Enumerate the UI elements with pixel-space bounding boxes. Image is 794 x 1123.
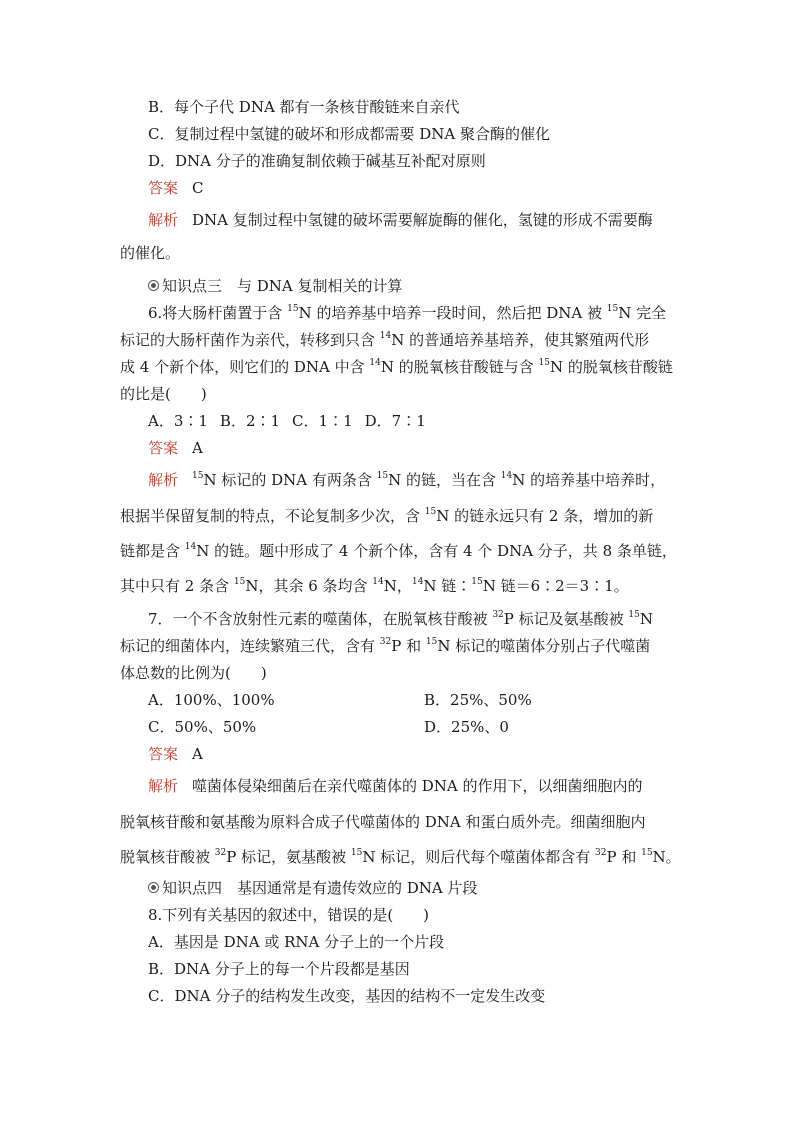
q7-options-row bbox=[148, 717, 256, 737]
q6-stem-line: 标记的大肠杆菌作为亲代，转移到只含 $^{14}$N 的普通培养基培养，使其繁殖两代形 bbox=[120, 331, 650, 349]
q5-option-d: D．DNA 分子的准确复制依赖于碱基互补配对原则 bbox=[148, 152, 486, 170]
q5-analysis-line bbox=[148, 210, 653, 230]
heading-text: 知识点三 与 DNA 复制相关的计算 bbox=[162, 277, 403, 295]
option: C．1∶1 bbox=[292, 412, 353, 430]
answer-label: 答案 bbox=[148, 439, 179, 457]
option: C．50%、50% bbox=[148, 718, 257, 736]
analysis-label: 解析 bbox=[148, 471, 179, 489]
q8-option-b: B．DNA 分子上的每一个片段都是基因 bbox=[148, 960, 410, 978]
q6-stem-line: 的比是( ) bbox=[120, 385, 207, 403]
analysis-label: 解析 bbox=[148, 211, 179, 229]
q7-stem-line: 7．一个不含放射性元素的噬菌体，在脱氧核苷酸被 $^{32}$P 标记及氨基酸被 $^{15}$N bbox=[148, 610, 653, 628]
q7-analysis-line: 解析 噬菌体侵染细菌后在亲代噬菌体的 DNA 的作用下，以细菌细胞内的 bbox=[148, 777, 643, 795]
q7-options-row bbox=[424, 690, 532, 710]
q7-stem-line: 体总数的比例为( ) bbox=[120, 664, 267, 682]
answer-value: C bbox=[192, 179, 204, 197]
q7-options-row bbox=[424, 717, 509, 737]
option: A．100%、100% bbox=[148, 691, 275, 709]
q6-options bbox=[148, 411, 438, 431]
option: D．25%、0 bbox=[424, 718, 509, 736]
q6-answer bbox=[148, 438, 203, 458]
q7-analysis-line: 脱氧核苷酸被 $^{32}$P 标记，氨基酸被 $^{15}$N 标记，则后代每个噬菌体都含有 $^{32}$P 和 $^{15}$N。 bbox=[120, 848, 681, 866]
q6-stem-line: 6.将大肠杆菌置于含 $^{15}$N 的培养基中培养一段时间，然后把 DNA 被 $^{15}$N 完全 bbox=[148, 304, 667, 322]
q7-options-row bbox=[148, 690, 275, 710]
q6-analysis-line: 根据半保留复制的特点，不论复制多少次，含 $^{15}$N 的链永远只有 2 条，增加的新 bbox=[120, 507, 654, 525]
analysis-label: 解析 bbox=[148, 777, 179, 795]
q7-stem-line: 标记的细菌体内，连续繁殖三代，含有 $^{32}$P 和 $^{15}$N 标记的噬菌体分别占子代噬菌 bbox=[120, 637, 651, 655]
q5-option-b: B．每个子代 DNA 都有一条核苷酸链来自亲代 bbox=[148, 98, 460, 116]
q6-analysis-line: 其中只有 2 条含 $^{15}$N，其余 6 条均含 $^{14}$N，$^{14}$N 链∶$^{15}$N 链＝6∶2＝3∶1。 bbox=[120, 577, 629, 595]
q8-option-c: C．DNA 分子的结构发生改变，基因的结构不一定发生改变 bbox=[148, 987, 546, 1005]
analysis-text: DNA 复制过程中氢键的破坏需要解旋酶的催化，氢键的形成不需要酶 bbox=[192, 211, 653, 229]
heading-text: 知识点四 基因通常是有遗传效应的 DNA 片段 bbox=[162, 879, 478, 897]
q7-analysis-line: 脱氧核苷酸和氨基酸为原料合成子代噬菌体的 DNA 和蛋白质外壳。细菌细胞内 bbox=[120, 813, 646, 831]
q8-option-a: A．基因是 DNA 或 RNA 分子上的一个片段 bbox=[148, 933, 445, 951]
circle-bullet-icon bbox=[148, 280, 159, 291]
q5-answer bbox=[148, 178, 204, 198]
q5-analysis-line: 的催化。 bbox=[120, 244, 181, 262]
option: D．7∶1 bbox=[364, 412, 426, 430]
answer-label: 答案 bbox=[148, 179, 179, 197]
q5-option-c: C．复制过程中氢键的破坏和形成都需要 DNA 聚合酶的催化 bbox=[148, 125, 550, 143]
q6-analysis-line: 链都是含 $^{14}$N 的链。题中形成了 4 个新个体，含有 4 个 DNA 分子，共 8 条单链， bbox=[120, 542, 677, 560]
knowledge-point-heading bbox=[148, 878, 478, 898]
answer-value: A bbox=[192, 439, 203, 457]
option: B．25%、50% bbox=[424, 691, 532, 709]
answer-value: A bbox=[192, 745, 203, 763]
knowledge-point-heading bbox=[148, 276, 403, 296]
answer-label: 答案 bbox=[148, 745, 179, 763]
circle-bullet-icon bbox=[148, 882, 159, 893]
option: A．3∶1 bbox=[148, 412, 208, 430]
q7-answer bbox=[148, 744, 203, 764]
q6-stem-line: 成 4 个新个体，则它们的 DNA 中含 $^{14}$N 的脱氧核苷酸链与含 $^{15}$N 的脱氧核苷酸链 bbox=[120, 358, 673, 376]
q6-analysis-line: 解析 $^{15}$N 标记的 DNA 有两条含 $^{15}$N 的链，当在含 $^{14}$N 的培养基中培养时， bbox=[148, 471, 666, 489]
option: B．2∶1 bbox=[219, 412, 281, 430]
q8-stem: 8.下列有关基因的叙述中，错误的是( ) bbox=[148, 906, 430, 924]
